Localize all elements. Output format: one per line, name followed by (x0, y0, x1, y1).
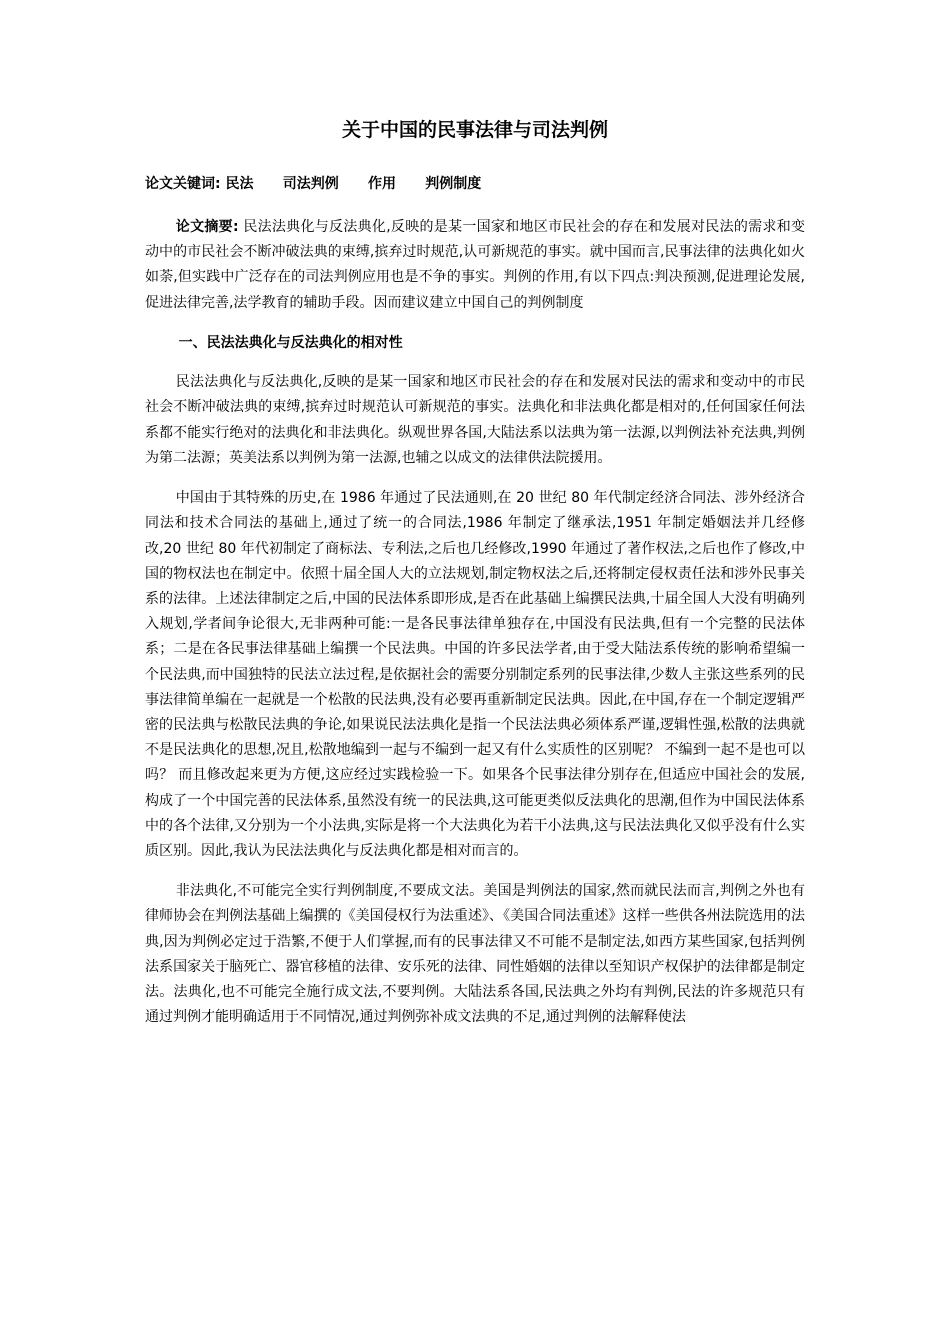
abstract-paragraph (145, 215, 805, 316)
abstract-label: 论文摘要: (175, 219, 239, 236)
section-heading: 一、民法法典化与反法典化的相对性 (178, 334, 403, 351)
abstract-text: 民法法典化与反法典化,反映的是某一国家和地区市民社会的存在和发展对民法的需求和变动中的市民社会不断冲破法典的束缚,摈弃过时规范,认可新规范的事实。就中国而言,民事法律的法典化如火如荼,但实践中广泛存在的司法判例应用也是不争的事实。判例的作用,有以下四点:判决预测,促进理论发展,促进法律完善,法学教育的辅助手段。因而建议建立中国自己的判例制度 (145, 219, 806, 311)
document-page (145, 118, 805, 1045)
body-paragraph: 非法典化,不可能完全实行判例制度,不要成文法。美国是判例法的国家,然而就民法而言,判例之外也有律师协会在判例法基础上编撰的《美国侵权行为法重述》、《美国合同法重述》这样一些供各州法院选用的法典,因为判例必定过于浩繁,不便于人们掌握,而有的民事法律又不可能不是制定法,如西方某些国家,包括判例法系国家关于脑死亡、器官移植的法律、安乐死的法律、同性婚姻的法律以至知识产权保护的法律都是制定法。法典化,也不可能完全施行成文法,不要判例。大陆法系各国,民法典之外均有判例,民法的许多规范只有通过判例才能明确适用于不同情况,通过判例弥补成文法典的不足,通过判例的法解释使法 (145, 883, 805, 1026)
keywords-line (145, 173, 805, 195)
keywords-text: 民法 司法判例 作用 判例制度 (225, 175, 482, 192)
document-title: 关于中国的民事法律与司法判例 (341, 119, 608, 141)
body-paragraph: 中国由于其特殊的历史,在 1986 年通过了民法通则,在 20 世纪 80 年代制定经济合同法、涉外经济合同法和技术合同法的基础上,通过了统一的合同法,1986 年制定了继承法,1951 年制定婚姻法并几经修改,20 世纪 80 年代初制定了商标法、专利法,之后也几经修改,1990 年通过了著作权法,之后也作了修改,中国的物权法也在制定中。依照十届全国人大的立法规划,制定物权法之后,还将制定侵权责任法和涉外民事关系的法律。上述法律制定之后,中国的民法体系即形成,是否在此基础上编撰民法典,十届全国人大没有明确列入规划,学者间争论很大,无非两种可能:一是各民事法律单独存在,中国没有民法典,但有一个完整的民法体系；二是在各民事法律基础上编撰一个民法典。中国的许多民法学者,由于受大陆法系传统的影响希望编一个民法典,而中国独特的民法立法过程,是依据社会的需要分别制定系列的民事法律,少数人主张这些系列的民事法律简单编在一起就是一个松散的民法典,没有必要再重新制定民法典。因此,在中国,存在一个制定逻辑严密的民法典与松散民法典的争论,如果说民法法典化是指一个民法法典必须体系严谨,逻辑性强,松散的法典就不是民法典化的思想,况且,松散地编到一起与不编到一起又有什么实质性的区别呢？ 不编到一起不是也可以吗？ 而且修改起来更为方便,这应经过实践检验一下。如果各个民事法律分别存在,但适应中国社会的发展,构成了一个中国完善的民法体系,虽然没有统一的民法典,这可能更类似反法典化的思潮,但作为中国民法体系中的各个法律,又分别为一个小法典,实际是将一个大法典化为若干小法典,这与民法法典化又似乎没有什么实质区别。因此,我认为民法法典化与反法典化都是相对而言的。 (145, 490, 805, 859)
keywords-label: 论文关键词: (145, 175, 221, 192)
body-paragraph: 民法法典化与反法典化,反映的是某一国家和地区市民社会的存在和发展对民法的需求和变动中的市民社会不断冲破法典的束缚,摈弃过时规范认可新规范的事实。法典化和非法典化都是相对的,任何国家任何法系都不能实行绝对的法典化和非法典化。纵观世界各国,大陆法系以法典为第一法源,以判例法补充法典,判例为第二法源；英美法系以判例为第一法源,也辅之以成文的法律供法院援用。 (145, 374, 805, 466)
